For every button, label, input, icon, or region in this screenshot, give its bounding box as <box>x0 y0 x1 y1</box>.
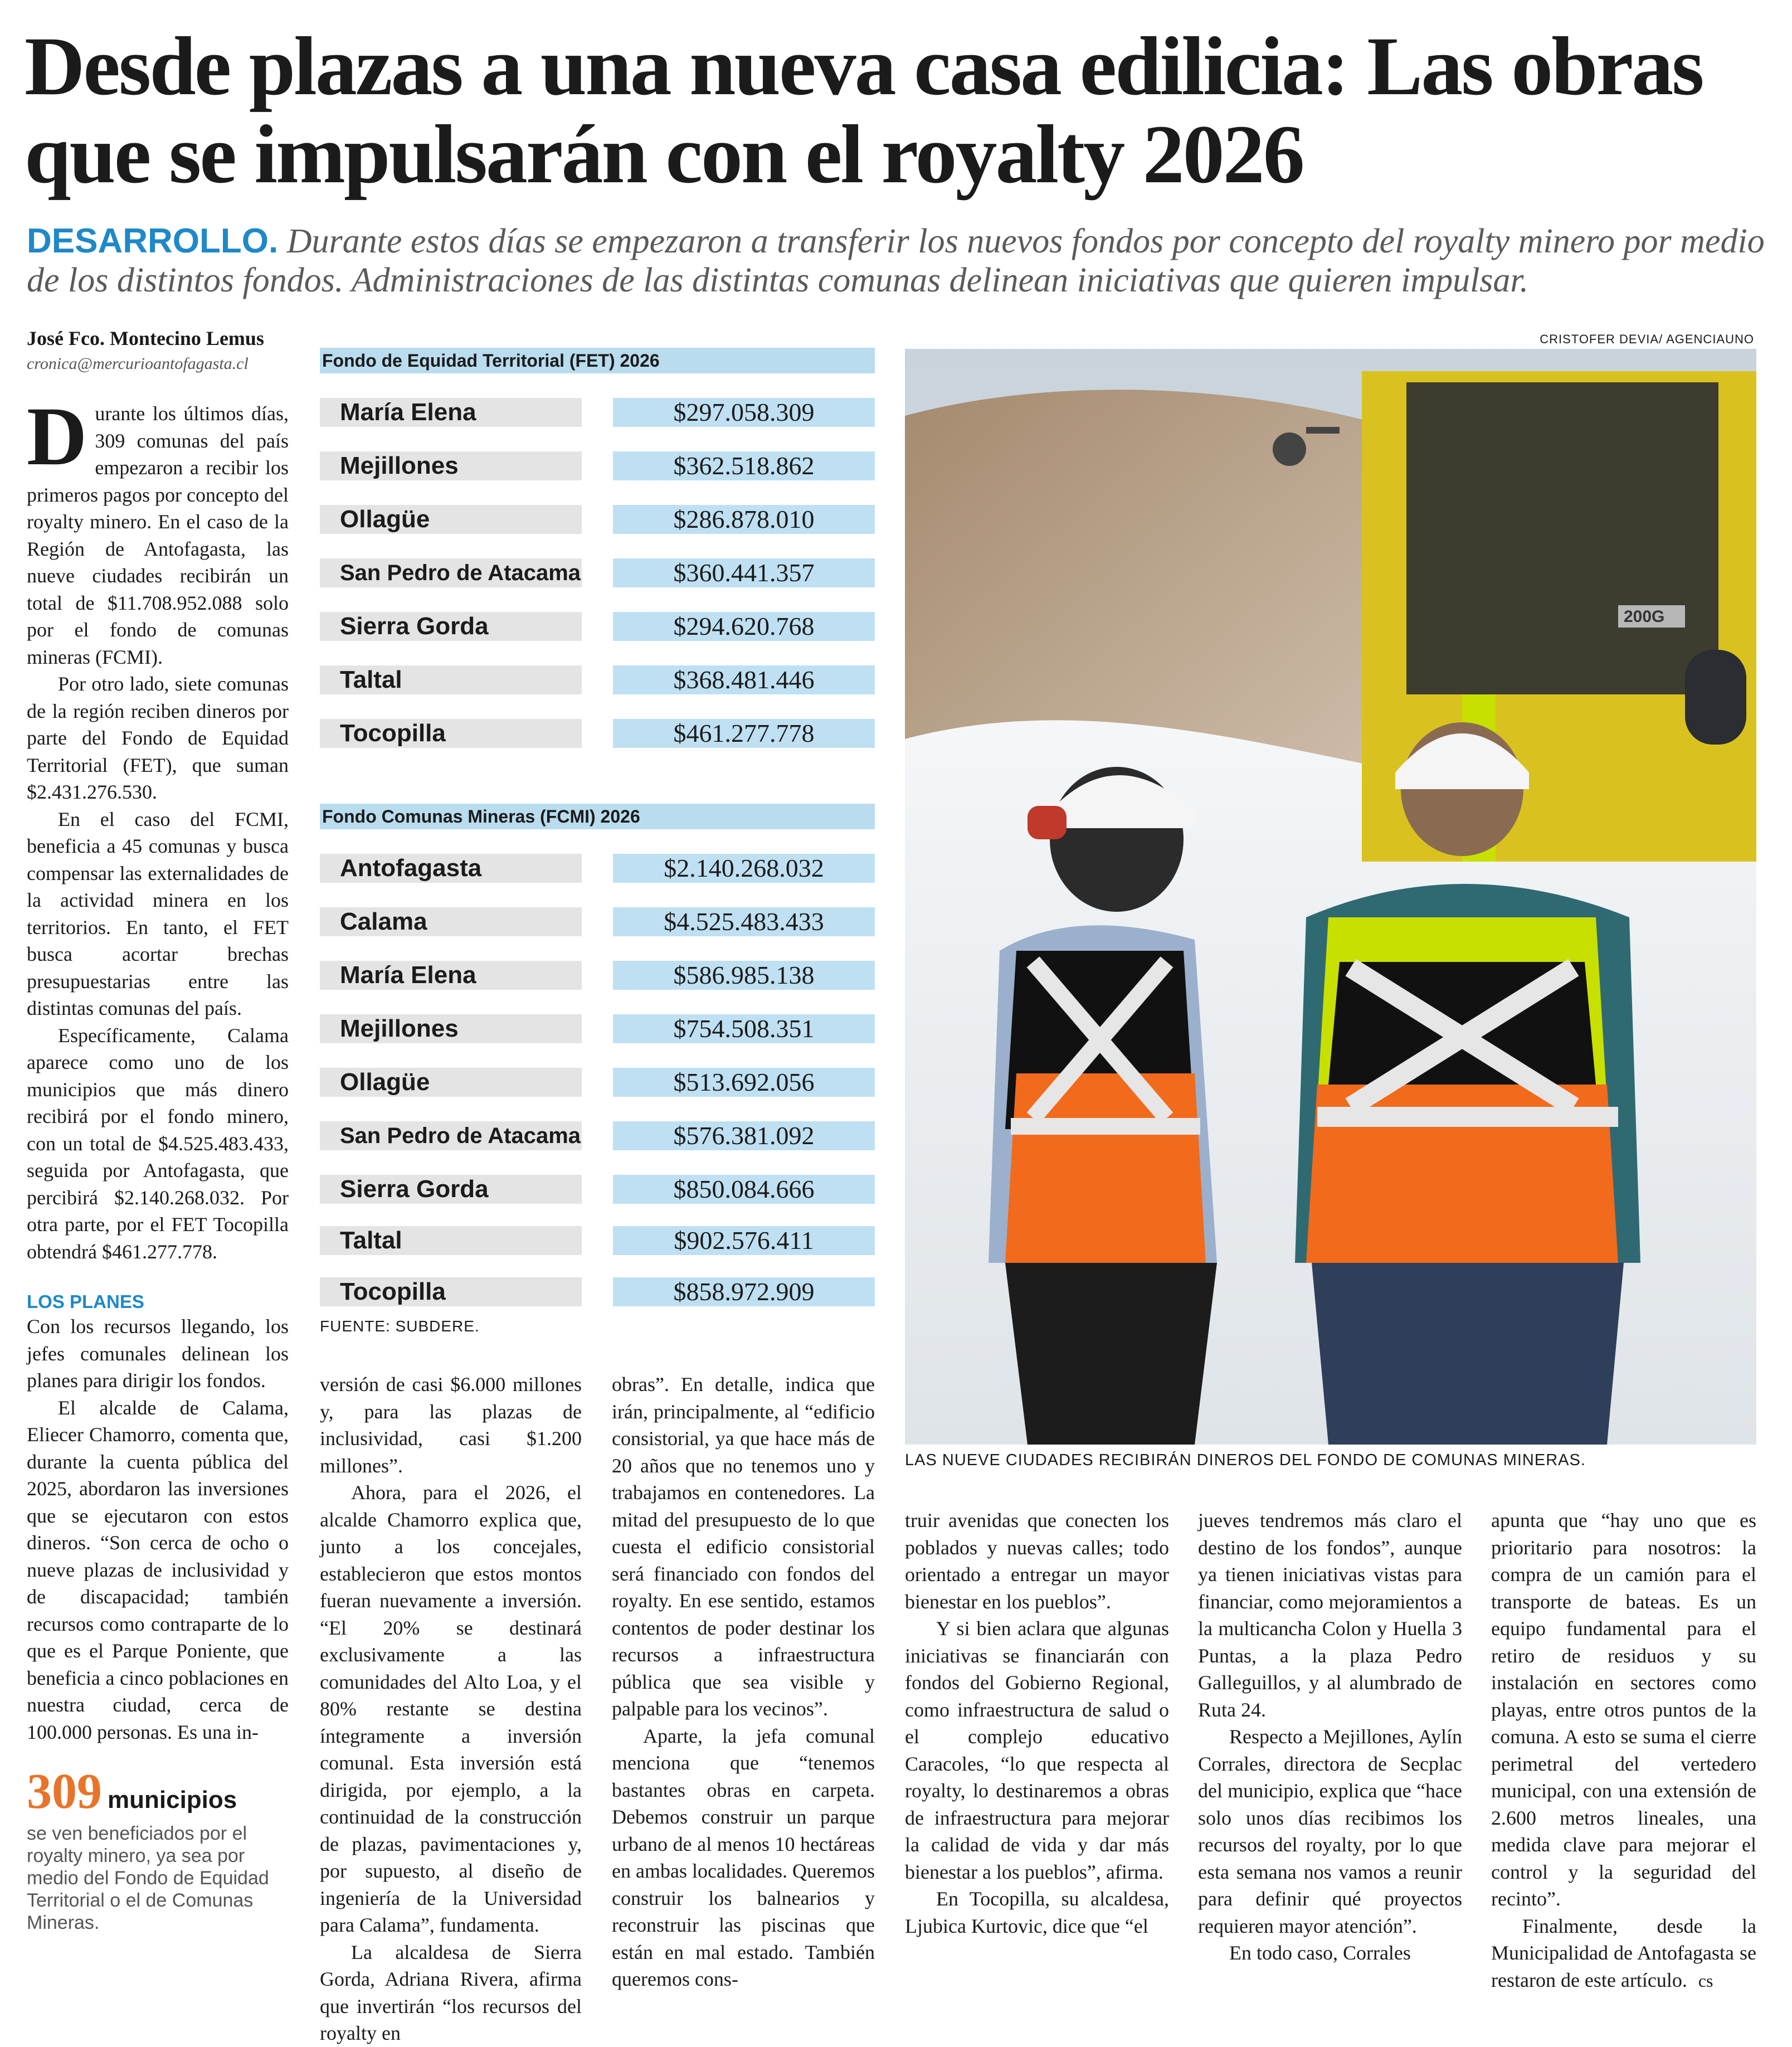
amount: $858.972.909 <box>613 1277 875 1306</box>
lede-text: Durante estos días se empezaron a transferir los nuevos fondos por concepto del royalty minero por medio de los distintos fondos. Administraciones de las distintas comunas delinean iniciativas que quieren impulsar. <box>27 222 1765 299</box>
fet-row <box>320 665 875 694</box>
amount: $286.878.010 <box>613 505 875 534</box>
amount: $902.576.411 <box>613 1226 875 1255</box>
photo-credit: CRISTOFER DEVIA/ AGENCIAUNO <box>1540 332 1754 346</box>
news-photo <box>905 349 1756 1445</box>
paragraph: Aparte, la jefa comunal menciona que “tenemos bastantes obras en carpeta. Debemos construir un parque urbano de al menos 10 hectáreas en ambas localidades. Queremos construir los balnearios y reconstruir las piscinas que están en mal estado. También queremos cons- <box>612 1724 875 1990</box>
commune-name: María Elena <box>320 398 582 427</box>
commune-name: Calama <box>320 907 582 936</box>
author-email: cronica@mercurioantofagasta.cl <box>27 354 249 373</box>
lede <box>27 222 1765 300</box>
fcmi-table-title: Fondo Comunas Mineras (FCMI) 2026 <box>320 804 875 829</box>
machine-badge: 200G <box>1624 607 1665 626</box>
paragraph: versión de casi $6.000 millones y, para las plazas de inclusividad, casi $1.200 millones”. <box>320 1373 582 1477</box>
paragraph: Durante los últimos días, 309 comunas del país empezaron a recibir los primeros pagos por concepto del royalty minero. En el caso de la Región de Antofagasta, las nueve ciudades recibirán un total de $11.708.952.088 solo por el fondo de comunas mineras (FCMI). <box>27 390 289 668</box>
commune-name: Ollagüe <box>320 505 582 534</box>
amount: $4.525.483.433 <box>613 907 875 936</box>
fet-row <box>320 398 875 427</box>
paragraph: Por otro lado, siete comunas de la región reciben dineros por parte del Fondo de Equidad Territorial (FET), que suman $2.431.276.530. <box>27 673 289 803</box>
amount: $754.508.351 <box>613 1014 875 1043</box>
fet-row <box>320 505 875 534</box>
paragraph: truir avenidas que conecten los poblados y nuevas calles; todo orientado a entregar un mayor bienestar en los pueblos”. <box>905 1509 1169 1613</box>
commune-name: San Pedro de Atacama <box>320 1121 582 1150</box>
workers-mining-photo <box>905 349 1756 1445</box>
subhead-los-planes: LOS PLANES <box>27 1291 144 1312</box>
article-column-4 <box>905 1507 1169 1939</box>
commune-name: Taltal <box>320 1226 582 1255</box>
fcmi-row <box>320 1068 875 1097</box>
amount: $360.441.357 <box>613 558 875 587</box>
amount: $586.985.138 <box>613 961 875 990</box>
photo-caption: LAS NUEVE CIUDADES RECIBIRÁN DINEROS DEL FONDO DE COMUNAS MINERAS. <box>905 1451 1586 1469</box>
amount: $461.277.778 <box>613 719 875 748</box>
paragraph: Específicamente, Calama aparece como uno de los municipios que más dinero recibirá por el fondo minero, con un total de $4.525.483.433, seguida por Antofagasta, que percibirá $2.140.268.032. Por otra parte, por el FET Tocopilla obtendrá $461.277.778. <box>27 1024 289 1263</box>
fcmi-row <box>320 1175 875 1204</box>
article-column-2 <box>320 1371 582 2047</box>
paragraph: Finalmente, desde la Municipalidad de Antofagasta se restaron de este artículo. cs <box>1491 1914 1756 1991</box>
paragraph: apunta que “hay uno que es prioritario para nosotros: la compra de un camión para el transporte de bateas. Es un equipo fundamental para el retiro de residuos y su instalación en sectores como playas, entre otros puntos de la comuna. A esto se suma el cierre perimetral del vertedero municipal, con una extensión de 2.600 metros lineales, una medida clave para mejorar el control y la seguridad del recinto”. <box>1491 1509 1756 1910</box>
paragraph: Con los recursos llegando, los jefes comunales delinean los planes para dirigir los fondos. <box>27 1315 289 1392</box>
fcmi-row <box>320 907 875 936</box>
fet-row <box>320 612 875 641</box>
author-name: José Fco. Montecino Lemus <box>27 327 264 349</box>
stat-description: se ven beneficiados por el royalty minero, ya sea por medio del Fondo de Equidad Territorial o el de Comunas Mineras. <box>27 1823 269 1933</box>
article-column-5 <box>1198 1507 1462 1967</box>
commune-name: Taltal <box>320 665 582 694</box>
table-source: FUENTE: SUBDERE. <box>320 1317 480 1335</box>
end-mark-icon: cs <box>1698 1970 1713 1991</box>
amount: $362.518.862 <box>613 451 875 480</box>
paragraph: Respecto a Mejillones, Aylín Corrales, directora de Secplac del municipio, explica que “hace solo unos días recibimos los recursos del royalty, por lo que esta semana nos vamos a reunir para definir qué proyectos requieren mayor atención”. <box>1198 1725 1462 1937</box>
drop-cap: D <box>27 390 87 483</box>
commune-name: Mejillones <box>320 451 582 480</box>
commune-name: Tocopilla <box>320 719 582 748</box>
headline: Desde plazas a una nueva casa edilicia: Las obras que se impulsarán con el royalty 2026 <box>25 20 1703 201</box>
stat-callout <box>27 1764 289 1934</box>
fet-row <box>320 558 875 587</box>
amount: $850.084.666 <box>613 1175 875 1204</box>
paragraph: Y si bien aclara que algunas iniciativas se financiarán con fondos del Gobierno Regional, como infraestructura de salud o el complejo educativo Caracoles, “lo que respecta al royalty, lo destinaremos a obras de infraestructura para mejorar la calidad de vida y dar más bienestar a los pueblos”, afirma. <box>905 1617 1169 1883</box>
commune-name: Tocopilla <box>320 1277 582 1306</box>
amount: $368.481.446 <box>613 665 875 694</box>
amount: $513.692.056 <box>613 1068 875 1097</box>
fcmi-row <box>320 1121 875 1150</box>
article-column-1 <box>27 390 289 1745</box>
paragraph: La alcaldesa de Sierra Gorda, Adriana Rivera, afirma que invertirán “los recursos del royalty en <box>320 1941 582 2044</box>
stat-unit: municipios <box>108 1786 237 1813</box>
article-column-6 <box>1491 1507 1756 1994</box>
fet-row <box>320 719 875 748</box>
amount: $297.058.309 <box>613 398 875 427</box>
amount: $576.381.092 <box>613 1121 875 1150</box>
paragraph: obras”. En detalle, indica que irán, principalmente, al “edificio consistorial, ya que hace más de 20 años que no tenemos uno y trabajamos en contenedores. La mitad del presupuesto de lo que cuesta el edificio consistorial será financiado con fondos del royalty. En ese sentido, estamos contentos de poder destinar los recursos a infraestructura pública que sea visible y palpable para los vecinos”. <box>612 1373 875 1720</box>
fcmi-row <box>320 1014 875 1043</box>
amount: $2.140.268.032 <box>613 854 875 883</box>
byline <box>27 327 289 373</box>
commune-name: Mejillones <box>320 1014 582 1043</box>
fcmi-row <box>320 854 875 883</box>
fet-row <box>320 451 875 480</box>
commune-name: San Pedro de Atacama <box>320 558 582 587</box>
article-column-3 <box>612 1371 875 1993</box>
commune-name: Sierra Gorda <box>320 1175 582 1204</box>
fcmi-row <box>320 1277 875 1306</box>
fcmi-row <box>320 1226 875 1255</box>
fet-table-title: Fondo de Equidad Territorial (FET) 2026 <box>320 348 875 373</box>
amount: $294.620.768 <box>613 612 875 641</box>
paragraph: El alcalde de Calama, Eliecer Chamorro, comenta que, durante la cuenta pública del 2025, abordaron las inversiones que se ejecutaron con estos dineros. “Son cerca de ocho o nueve plazas de inclusividad y de discapacidad; también recursos como contraparte de lo que es el Parque Poniente, que beneficia a cinco poblaciones en nuestra ciudad, cerca de 100.000 personas. Es una in- <box>27 1396 289 1743</box>
paragraph: Ahora, para el 2026, el alcalde Chamorro explica que, junto a los concejales, establecieron que estos montos fueran nuevamente a inversión. “El 20% se destinará exclusivamente a las comunidades del Alto Loa, y el 80% restante se destina íntegramente a inversión comunal. Esta inversión está dirigida, por ejemplo, a la continuidad de la construcción de plazas, pavimentaciones y, por supuesto, al diseño de ingeniería de la Universidad para Calama”, fundamenta. <box>320 1481 582 1936</box>
paragraph: En el caso del FCMI, beneficia a 45 comunas y busca compensar las externalidades de la actividad minera en los territorios. En tanto, el FET busca acortar brechas presupuestarias entre las distintas comunas del país. <box>27 808 289 1019</box>
paragraph: En Tocopilla, su alcaldesa, Ljubica Kurtovic, dice que “el <box>905 1888 1169 1937</box>
commune-name: Antofagasta <box>320 854 582 883</box>
fcmi-row <box>320 961 875 990</box>
paragraph: jueves tendremos más claro el destino de los fondos”, aunque ya tienen iniciativas vistas para financiar, como mejoramientos a la multicancha Colon y Huella 3 Puntas, a la plaza Pedro Galleguillos, y al alumbrado de Ruta 24. <box>1198 1509 1462 1721</box>
commune-name: Sierra Gorda <box>320 612 582 641</box>
commune-name: María Elena <box>320 961 582 990</box>
stat-number: 309 <box>27 1764 102 1819</box>
lede-kicker: DESARROLLO. <box>27 222 279 260</box>
commune-name: Ollagüe <box>320 1068 582 1097</box>
paragraph: En todo caso, Corrales <box>1229 1942 1411 1964</box>
